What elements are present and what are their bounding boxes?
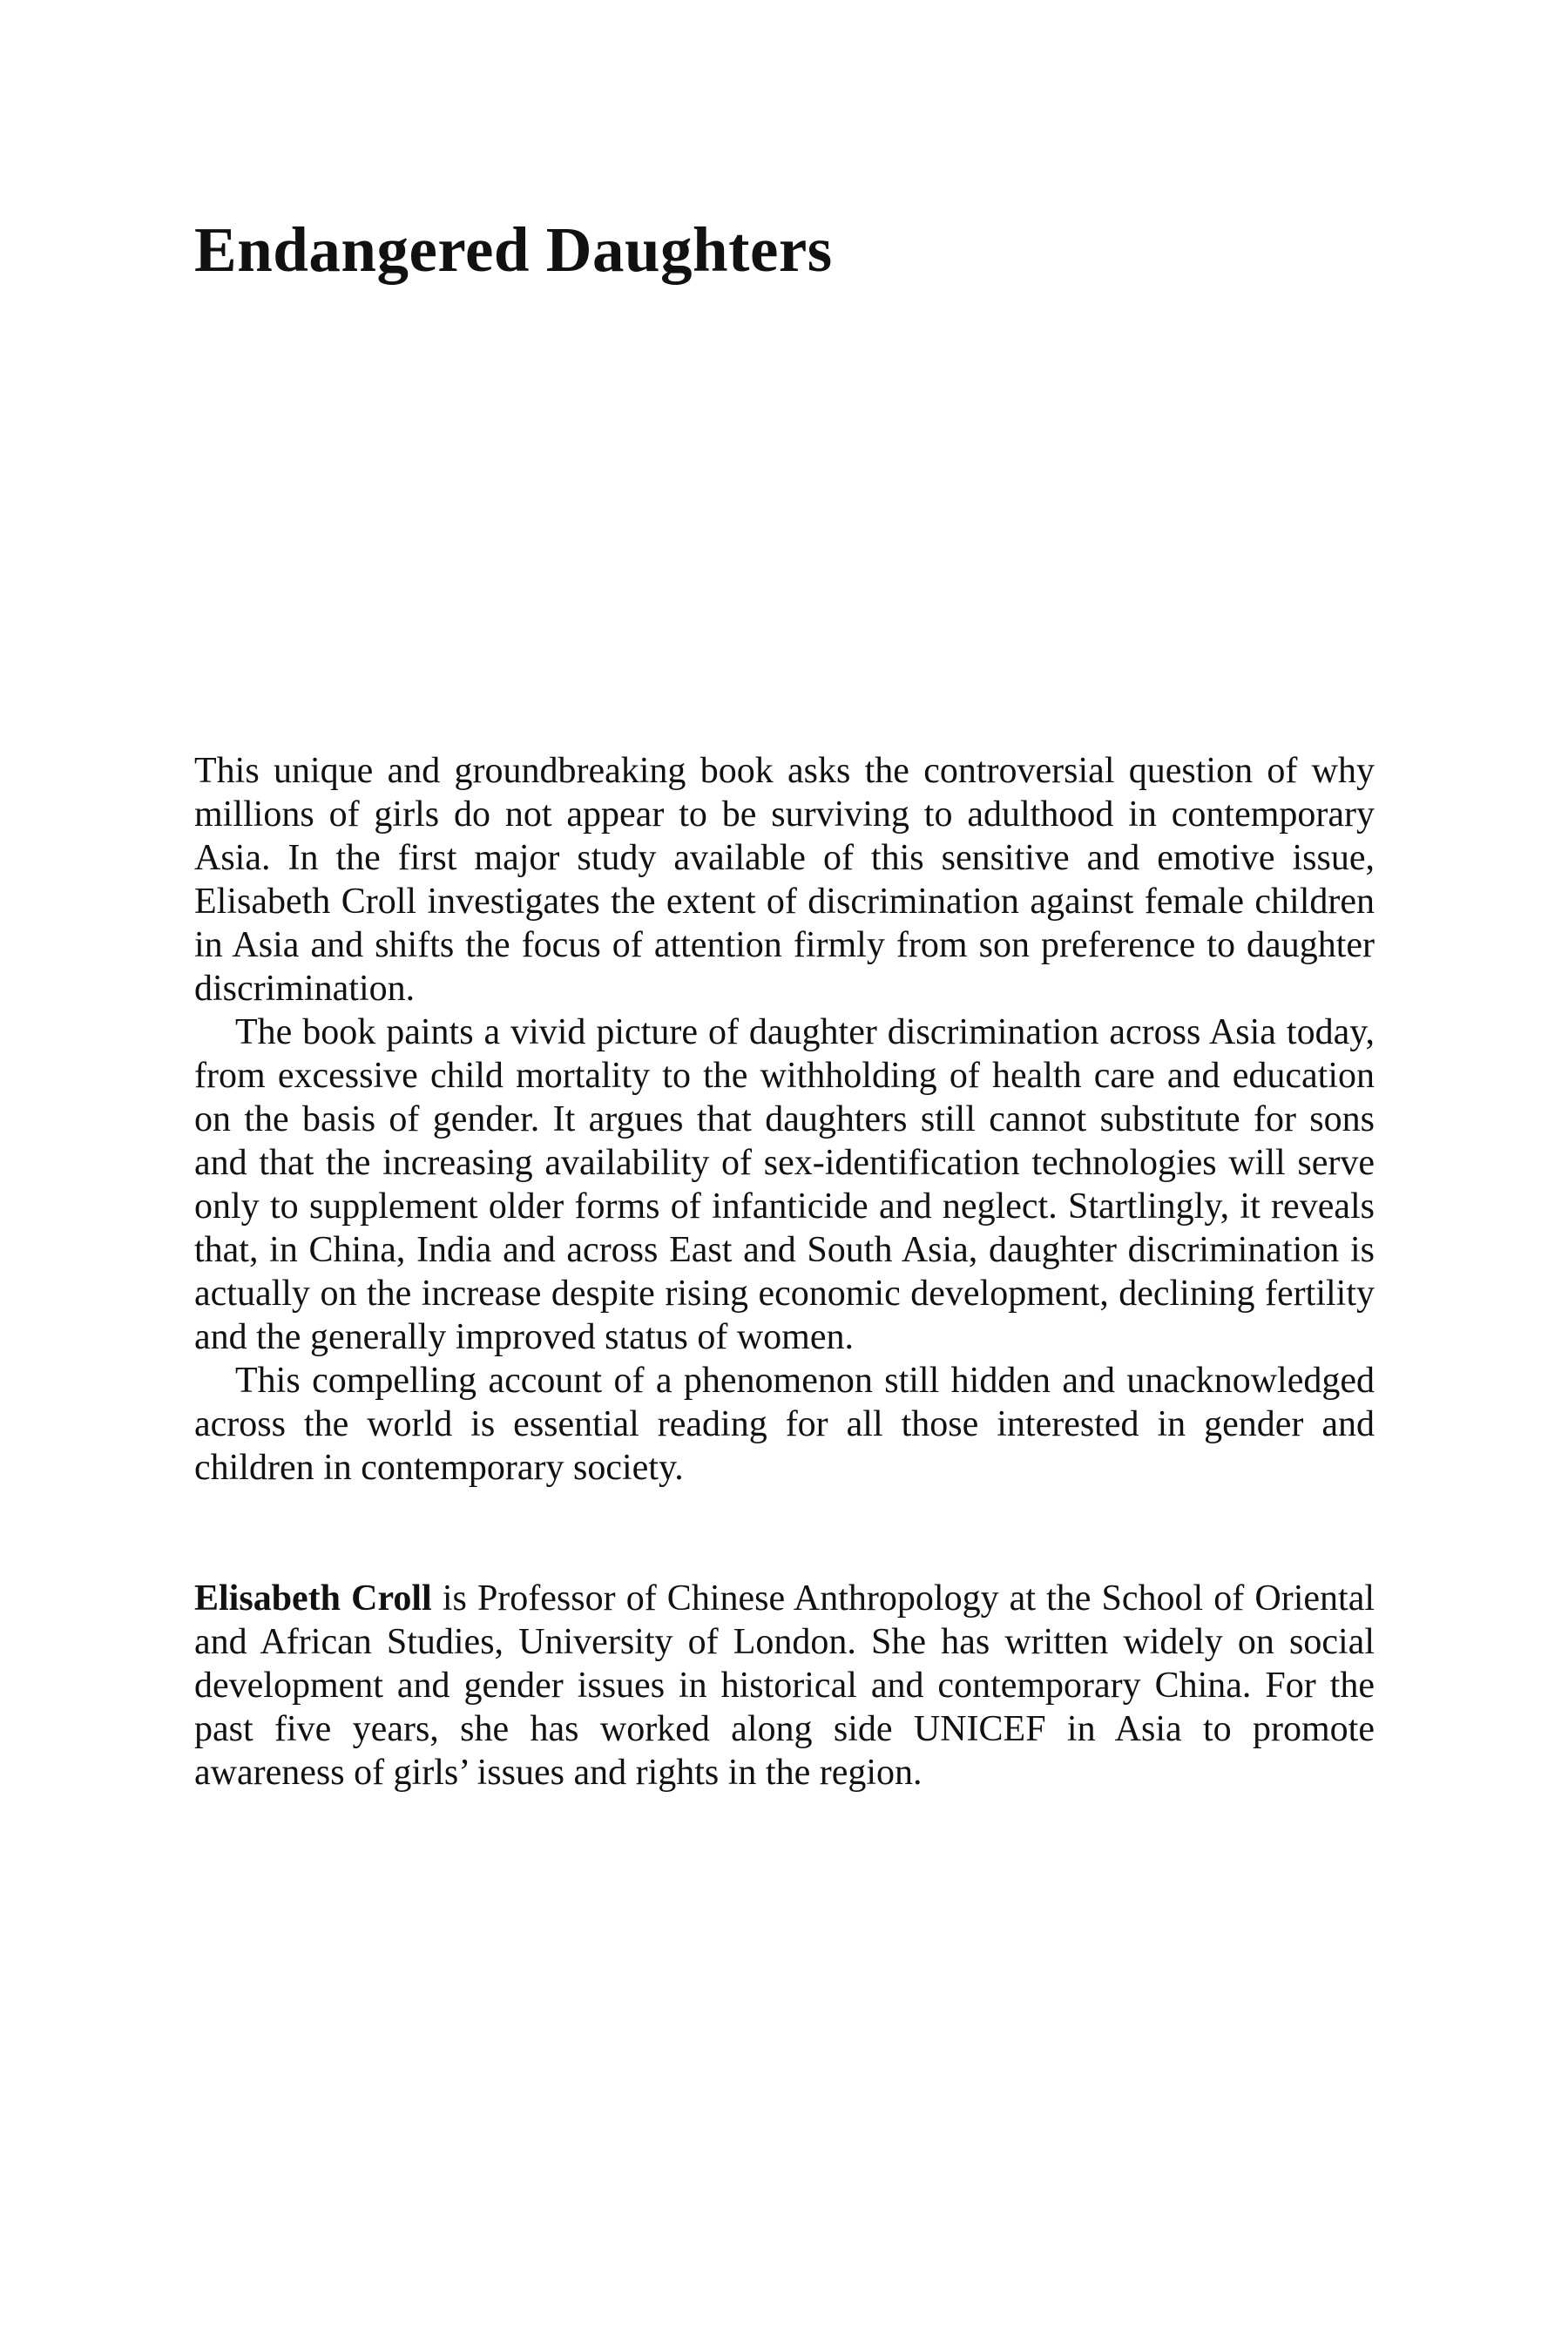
book-title: Endangered Daughters — [194, 214, 833, 285]
description-paragraph-2: The book paints a vivid picture of daughter discrimination across Asia today, from excessive child mortality to the withholding of health care and education on the basis of gender. It argues that daughters still cannot substitute for sons and that the increasing availability of sex-identification technologies will serve only to supplement older forms of infanticide and neglect. Startlingly, it reveals that, in China, India and across East and South Asia, daughter discrimination is actually on the increase despite rising economic development, declining fertility and the generally improved status of women. — [194, 1012, 1375, 1357]
book-description — [194, 749, 1375, 1490]
description-paragraph-1: This unique and groundbreaking book asks the controversial question of why millions of girls do not appear to be surviving to adulthood in contemporary Asia. In the first major study available of this sensitive and emotive issue, Elisabeth Croll investigates the extent of discrimination against female children in Asia and shifts the focus of attention firmly from son preference to daughter discrimination. — [194, 751, 1375, 1009]
description-paragraph-3: This compelling account of a phenomenon still hidden and unacknowledged across the world is essential reading for all those interested in gender and children in contemporary society. — [194, 1361, 1375, 1488]
author-bio-text: is Professor of Chinese Anthropology at the School of Oriental and African Studies, University of London. She has written widely on social development and gender issues in historical and contemporary China. For the past five years, she has worked along side UNICEF in Asia to promote awareness of girls’ issues and rights in the region. — [194, 1578, 1375, 1793]
author-name: Elisabeth Croll — [194, 1578, 432, 1619]
author-bio — [194, 1577, 1375, 1794]
